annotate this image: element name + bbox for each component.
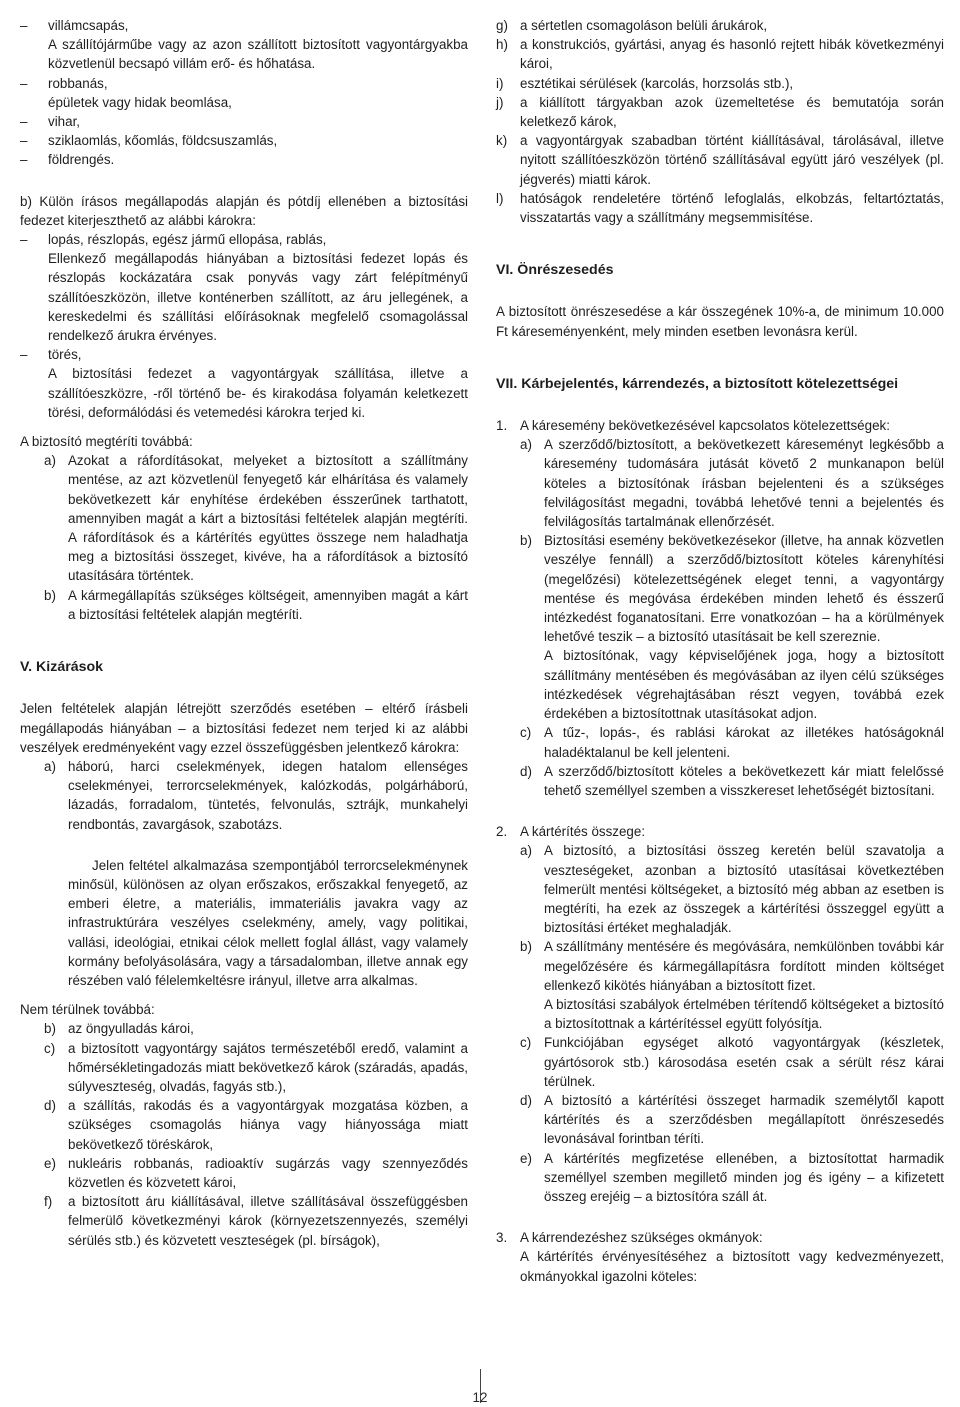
list-item-note: Jelen feltétel alkalmazása szempontjából terrorcselekménynek minősül, különösen az olyan erőszakos, erőszakkal fenyegető, az emberi életre, a materiális, immateriális javakra vagy az infrastruktúrára veszélyes cselekmény, amely, vagy politikai, vallási, ideológiai, etnikai célok mellett foglal állást, vagy valamely kormány befolyásolására, vagy a társadalomban, illetve annak egy részében való félelemkeltésre irányul, illetve arra alkalmas. xyxy=(68,857,468,988)
dash-item-label: törés, xyxy=(48,347,82,363)
section-title: V. Kizárások xyxy=(20,659,104,676)
section-text: A biztosított önrészesedése a kár összegének 10%-a, de minimum 10.000 Ft káreseményenként, mely minden esetben levonásra kerül. xyxy=(496,304,944,339)
numbered-heading: 3. A kárrendezéshez szükséges okmányok: xyxy=(496,1230,763,1246)
list-item: c) A tűz-, lopás-, és rablási károkat az illetékes hatóságoknál haladéktalanul be kell jelenteni. xyxy=(520,725,944,760)
dash-item-text: A biztosítási fedezet a vagyontárgyak szállítása, illetve a szállítóeszközre, -ről történő be- és kirakodása folyamán keletkezett törési, deformálódási és vetemedési károkra terjed ki. xyxy=(48,366,468,420)
section-text: A kártérítés érvényesítéséhez a biztosított vagy kedvezményezett, okmányokkal igazolni köteles: xyxy=(520,1249,944,1284)
dash-item-label: sziklaomlás, kőomlás, földcsuszamlás, xyxy=(48,133,278,149)
dash-item-label: földrengés. xyxy=(48,152,115,168)
left-column xyxy=(20,16,468,1250)
list-item: a) A szerződő/biztosított, a bekövetkezett káreseményt legkésőbb a káresemény tudomására jutását követő 2 munkanapon belül köteles a biztosítónak írásban bejelenteni és a szükséges felvilágosítást megadni, továbbá lehetővé tenni a bejelentés és felvilágosítás tartalmának ellenőrzését. xyxy=(520,437,944,530)
reimburse-intro: A biztosító megtéríti továbbá: xyxy=(20,434,193,450)
dash-item xyxy=(20,150,468,169)
list-item: a) A biztosító, a biztosítási összeg keretén belül szavatolja a veszteségeket, azonban a biztosító utasításai következtében felmerült mentési költségeket, a biztosító még abban az esetben is megtéríti, ha ezek az összegek a kártérítési összeggel együtt a biztosítási értéket meghaladják. xyxy=(520,843,944,936)
list-item: a) Azokat a ráfordításokat, melyeket a biztosított a szállítmány mentése, az azt közvetlenül fenyegető kár elhárítása és valamely bekövetkezett kár enyhítése érdekében ésszerűnek tarthatott, amennyiben magát a kárt a biztosítási feltételek alapján megtéríti. A ráfordítások és a kártérítés együttes összege nem haladhatja meg a biztosítási összeget, kivéve, ha a ráfordítások a biztosító utasítására történtek. xyxy=(44,453,468,584)
dash-marker: – xyxy=(20,347,28,363)
list-item: c) a biztosított vagyontárgy sajátos természetéből eredő, valamint a hőmérsékletingadozás miatt bekövetkező károk (száradás, apadás, súlyveszteség, olvadás, fagyás stb.), xyxy=(44,1040,468,1094)
exclusion-list xyxy=(44,757,468,990)
list-item: k) a vagyontárgyak szabadban történt kiállításával, tárolásával, illetve nyitott szállítóeszközön történő szállításával együtt járó veszélyek (pl. jégverés) miatti károk. xyxy=(496,133,944,187)
dash-marker: – xyxy=(20,133,28,149)
dash-item xyxy=(20,74,468,112)
numbered-heading: 1. A káresemény bekövetkezésével kapcsolatos kötelezettségek: xyxy=(496,418,890,434)
list-item: d) A biztosító a kártérítési összeget harmadik személytől kapott kártérítés és a szerződésben megállapított önrészesedés levonásával forintban téríti. xyxy=(520,1092,944,1147)
dash-item xyxy=(20,230,468,345)
dash-item-label: robbanás, xyxy=(48,75,108,91)
not-covered-list xyxy=(44,1019,468,1249)
dash-list-top xyxy=(20,16,468,170)
list-item: i) esztétikai sérülések (karcolás, horzsolás stb.), xyxy=(496,75,794,91)
list-item: b) az öngyulladás károi, xyxy=(44,1021,194,1037)
list-item: a) háború, harci cselekmények, idegen hatalom ellenséges cselekményei, terrorcselekmények, kalózkodás, polgárháború, lázadás, forradalom, tüntetés, felvonulás, sztrájk, munkahelyi rendbontás, zavargások, szabotázs. xyxy=(44,758,468,832)
dash-marker: – xyxy=(20,232,28,248)
sublist xyxy=(520,841,944,1206)
dash-item xyxy=(20,16,468,74)
page-number: 12 xyxy=(472,1390,488,1405)
list-item: d) a szállítás, rakodás és a vagyontárgyak mozgatása közben, a szükséges csomagolás hiánya vagy hiányossága miatt bekövetkező töréskárok, xyxy=(44,1098,468,1152)
list-item: f) a biztosított áru kiállításával, illetve szállításával összefüggésben felmerülő következményi károk (környezetszennyezés, személyi sérülés stb.) és közvetett veszteségek (pl. bírságok), xyxy=(44,1194,468,1248)
dash-item xyxy=(20,131,468,150)
dash-item xyxy=(20,112,468,131)
sublist xyxy=(520,435,944,800)
dash-item-label: vihar, xyxy=(48,114,81,130)
list-item: e) A kártérítés megfizetése ellenében, a biztosítottat harmadik személlyel szemben megillető minden jog és igény – a kifizetett összeg erejéig – a biztosítóra száll át. xyxy=(520,1150,944,1204)
dash-marker: – xyxy=(20,152,28,168)
dash-item-text: A szállítójárműbe vagy az azon szállított biztosított vagyontárgyakba közvetlenül becsapó villám erő- és hőhatása. xyxy=(48,37,468,72)
dash-item-text: épületek vagy hidak beomlása, xyxy=(48,94,232,110)
section-title: VII. Kárbejelentés, kárrendezés, a biztosított kötelezettségei xyxy=(496,375,899,392)
dash-list-b xyxy=(20,230,468,422)
list-item: l) hatóságok rendeletére történő lefoglalás, elkobzás, feltartóztatás, visszatartás vagy a szállítmány megsemmisítése. xyxy=(496,190,944,226)
list-item: c) Funkciójában egységet alkotó vagyontárgyak (készletek, gyártósorok stb.) károsodása esetén csak a sérült rész kárai térülnek. xyxy=(520,1035,944,1089)
list-item: e) nukleáris robbanás, radioaktív sugárzás vagy szennyeződés közvetlen és közvetett károi, xyxy=(44,1155,468,1190)
list-item: b) A szállítmány mentésére és megóvására, nemkülönben további kár megelőzésére és kármegállapításra fordított minden költséget ellenkező kikötés hiányában a biztosított fizet. A biztosítási szabályok értelmében térítendő költségeket a biztosító a biztosítottnak a kártérítéssel együtt folyósítja. xyxy=(520,939,944,1032)
dash-marker: – xyxy=(20,18,28,33)
list-item: b) Biztosítási esemény bekövetkezésekor (illetve, ha annak közvetlen veszélye fennáll) a szerződő/biztosított köteles kárenyhítési (megelőzési) kötelezettségének eleget tenni, a vagyontárgy mentése és megóvása érdekében minden lehető és ésszerű intézkedést foganatosítani. Erre vonatkozóan – ha a körülmények lehetővé teszik – a biztosító utasításait be kell szereznie. A biztosítónak, vagy képviselőjének joga, hogy a biztosított szállítmány mentésében és megóvásában az ilyen célú szükséges intézkedések végrehajtásában részt vegyen, továbbá ezek érdekében a biztosítottnak utasításokat adjon. xyxy=(520,533,944,722)
list-item: h) a konstrukciós, gyártási, anyag és hasonló rejtett hibák következményi károi, xyxy=(496,37,944,72)
not-covered-intro: Nem térülnek továbbá: xyxy=(20,1002,155,1018)
right-column xyxy=(496,16,944,1286)
dash-item-label: lopás, részlopás, egész jármű ellopása, rablás, xyxy=(48,232,327,248)
clause-b-intro: b) Külön írásos megállapodás alapján és pótdíj ellenében a biztosítási fedezet kiterjeszthető az alábbi károkra: xyxy=(20,193,468,228)
dash-marker: – xyxy=(20,75,28,91)
section-title: VI. Önrészesedés xyxy=(496,262,614,279)
list-item: b) A kármegállapítás szükséges költségeit, amennyiben magát a kárt a biztosítási feltételek alapján megtéríti. xyxy=(44,587,468,622)
reimburse-list xyxy=(44,451,468,624)
dash-item-text: Ellenkező megállapodás hiányában a biztosítási fedezet lopás és részlopás kockázatára csak ponyvás vagy zárt felépítményű szállítóeszközön, illetve konténerben szállított, az áru jellegének, a kereskedelmi és szállítási előírásoknak megfelelő csomagolással rendelkező árukra érvényes. xyxy=(48,251,468,344)
dash-marker: – xyxy=(20,114,28,130)
numbered-heading: 2. A kártérítés összege: xyxy=(496,824,646,840)
list-item: j) a kiállított tárgyakban azok üzemeltetése és bemutatója során keletkező károk, xyxy=(496,94,944,130)
dash-item xyxy=(20,345,468,422)
list-item: g) a sértetlen csomagoláson belüli árukárok, xyxy=(496,18,768,33)
dash-item-label: villámcsapás, xyxy=(48,18,129,33)
right-top-list xyxy=(496,16,944,227)
list-item: d) A szerződő/biztosított köteles a bekövetkezett kár miatt felelőssé tehető személlyel szemben a visszkereset lehetőségét biztosítani. xyxy=(520,763,944,798)
section-intro: Jelen feltételek alapján létrejött szerződés esetében – eltérő írásbeli megállapodás hiányában – a biztosítási fedezet nem terjed ki az alábbi veszélyek eredményeként vagy ezzel összefüggésben jelentkező károkra: xyxy=(20,701,468,755)
